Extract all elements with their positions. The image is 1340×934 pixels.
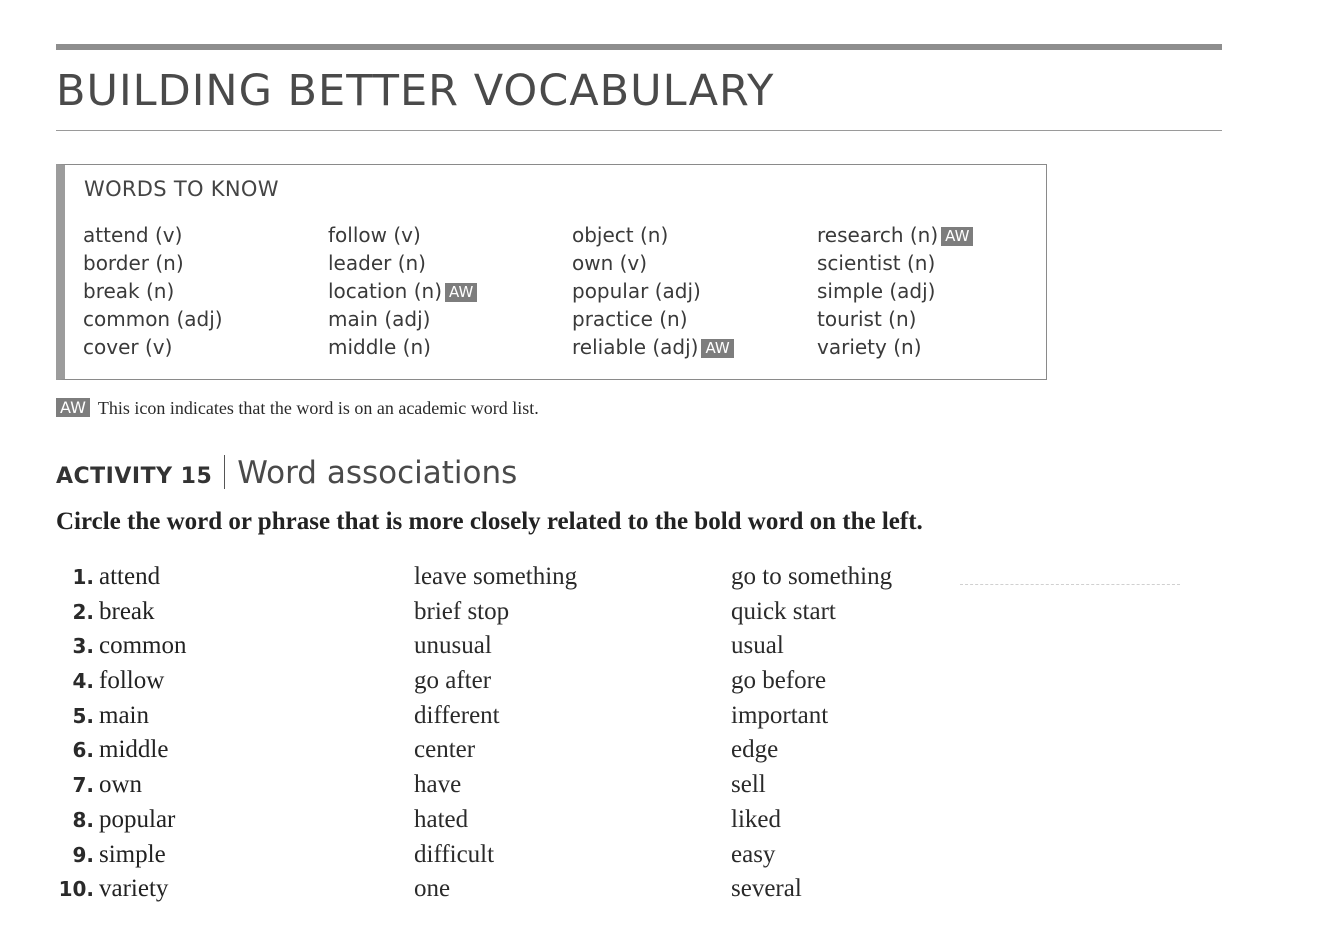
option-a[interactable]: leave something xyxy=(414,563,578,590)
vocab-word xyxy=(572,249,734,277)
option-a[interactable]: one xyxy=(414,875,451,903)
option-a[interactable]: center xyxy=(414,736,476,764)
vocab-word-text: common (adj) xyxy=(83,307,223,331)
option-b[interactable]: important xyxy=(731,701,829,729)
option-b[interactable]: quick start xyxy=(731,597,836,625)
option-a[interactable]: go after xyxy=(414,667,492,695)
vocab-word xyxy=(328,277,477,305)
aw-legend-text: This icon indicates that the word is on an academic word list. xyxy=(97,398,539,418)
vocab-word xyxy=(328,249,477,277)
vocab-word-text: break (n) xyxy=(83,279,175,303)
item-number: 9. xyxy=(72,842,94,867)
vocab-word-text: research (n) xyxy=(817,223,939,247)
vocab-word-text: main (adj) xyxy=(328,307,431,331)
activity-item xyxy=(56,771,916,806)
vocab-word xyxy=(572,221,734,249)
activity-instructions: Circle the word or phrase that is more closely related to the bold word on the left. xyxy=(56,508,923,535)
item-number: 3. xyxy=(72,634,94,659)
vocab-word-text: attend (v) xyxy=(83,223,183,247)
vocab-word-text: practice (n) xyxy=(572,307,688,331)
words-to-know-heading: WORDS TO KNOW xyxy=(84,177,279,201)
activity-separator xyxy=(224,455,225,489)
aw-badge-icon: AW xyxy=(941,227,973,246)
option-b[interactable]: go before xyxy=(731,667,827,695)
vocab-word xyxy=(83,333,223,361)
option-b[interactable]: edge xyxy=(731,736,779,764)
item-number: 8. xyxy=(72,807,94,832)
vocab-word xyxy=(817,333,973,361)
activity-item xyxy=(56,875,916,910)
option-a[interactable]: hated xyxy=(414,805,469,833)
item-bold-word: variety xyxy=(99,875,169,903)
option-b[interactable]: usual xyxy=(731,632,784,660)
item-number: 6. xyxy=(72,738,94,763)
option-a[interactable]: different xyxy=(414,701,500,729)
vocab-word xyxy=(328,305,477,333)
item-bold-word: own xyxy=(99,771,143,799)
aw-badge-icon: AW xyxy=(701,339,733,358)
item-bold-word: popular xyxy=(99,805,176,833)
vocab-word xyxy=(572,305,734,333)
activity-item xyxy=(56,667,916,702)
item-bold-word: simple xyxy=(99,840,166,868)
aw-badge-icon: AW xyxy=(56,398,90,417)
vocab-word xyxy=(83,305,223,333)
activity-items xyxy=(56,563,916,910)
vocab-word xyxy=(572,277,734,305)
vocab-word-text: simple (adj) xyxy=(817,279,936,303)
activity-item xyxy=(56,598,916,633)
activity-item xyxy=(56,632,916,667)
item-bold-word: main xyxy=(99,701,149,729)
option-a[interactable]: have xyxy=(414,771,462,799)
item-number: 10. xyxy=(58,877,94,902)
page-title: BUILDING BETTER VOCABULARY xyxy=(56,66,775,116)
item-number: 2. xyxy=(72,599,94,624)
vocab-word xyxy=(817,305,973,333)
word-column-2 xyxy=(328,221,477,361)
item-bold-word: middle xyxy=(99,736,169,764)
vocab-word-text: cover (v) xyxy=(83,335,173,359)
option-b[interactable]: several xyxy=(731,875,802,903)
words-to-know-box xyxy=(56,164,1047,380)
vocab-word xyxy=(817,277,973,305)
aw-legend xyxy=(56,398,539,419)
vocab-word-text: tourist (n) xyxy=(817,307,917,331)
vocab-word xyxy=(817,249,973,277)
activity-item xyxy=(56,806,916,841)
faint-scan-mark xyxy=(960,584,1180,585)
title-rule xyxy=(56,130,1222,131)
option-b[interactable]: liked xyxy=(731,805,781,833)
item-number: 7. xyxy=(72,773,94,798)
activity-title: Word associations xyxy=(237,455,518,491)
word-column-1 xyxy=(83,221,223,361)
item-bold-word: attend xyxy=(99,563,161,590)
item-bold-word: follow xyxy=(99,667,165,695)
vocab-word-text: object (n) xyxy=(572,223,669,247)
vocab-word xyxy=(83,249,223,277)
vocab-word xyxy=(328,221,477,249)
option-a[interactable]: brief stop xyxy=(414,597,510,625)
vocab-word-text: scientist (n) xyxy=(817,251,936,275)
activity-item xyxy=(56,702,916,737)
option-a[interactable]: difficult xyxy=(414,840,495,868)
option-b[interactable]: sell xyxy=(731,771,766,799)
item-bold-word: break xyxy=(99,597,155,625)
vocab-word-text: follow (v) xyxy=(328,223,421,247)
activity-label: ACTIVITY 15 xyxy=(56,464,213,489)
option-b[interactable]: go to something xyxy=(731,563,893,590)
vocab-word xyxy=(572,333,734,361)
item-number: 1. xyxy=(72,565,94,589)
option-b[interactable]: easy xyxy=(731,840,776,868)
activity-item xyxy=(56,563,916,598)
vocab-word-text: leader (n) xyxy=(328,251,426,275)
word-column-3 xyxy=(572,221,734,361)
vocab-word-text: variety (n) xyxy=(817,335,922,359)
aw-badge-icon: AW xyxy=(445,283,477,302)
vocab-word-text: reliable (adj) xyxy=(572,335,699,359)
item-number: 5. xyxy=(72,703,94,728)
top-rule xyxy=(56,44,1222,50)
option-a[interactable]: unusual xyxy=(414,632,492,660)
vocab-word xyxy=(83,277,223,305)
vocab-word-text: popular (adj) xyxy=(572,279,701,303)
activity-heading xyxy=(56,455,517,491)
word-column-4 xyxy=(817,221,973,361)
vocab-word-text: location (n) xyxy=(328,279,442,303)
vocab-word-text: own (v) xyxy=(572,251,648,275)
item-bold-word: common xyxy=(99,632,187,660)
activity-item xyxy=(56,841,916,876)
vocab-word xyxy=(817,221,973,249)
vocab-word xyxy=(328,333,477,361)
vocab-word xyxy=(83,221,223,249)
vocab-word-text: border (n) xyxy=(83,251,184,275)
activity-item xyxy=(56,736,916,771)
vocab-word-text: middle (n) xyxy=(328,335,431,359)
item-number: 4. xyxy=(72,669,94,694)
